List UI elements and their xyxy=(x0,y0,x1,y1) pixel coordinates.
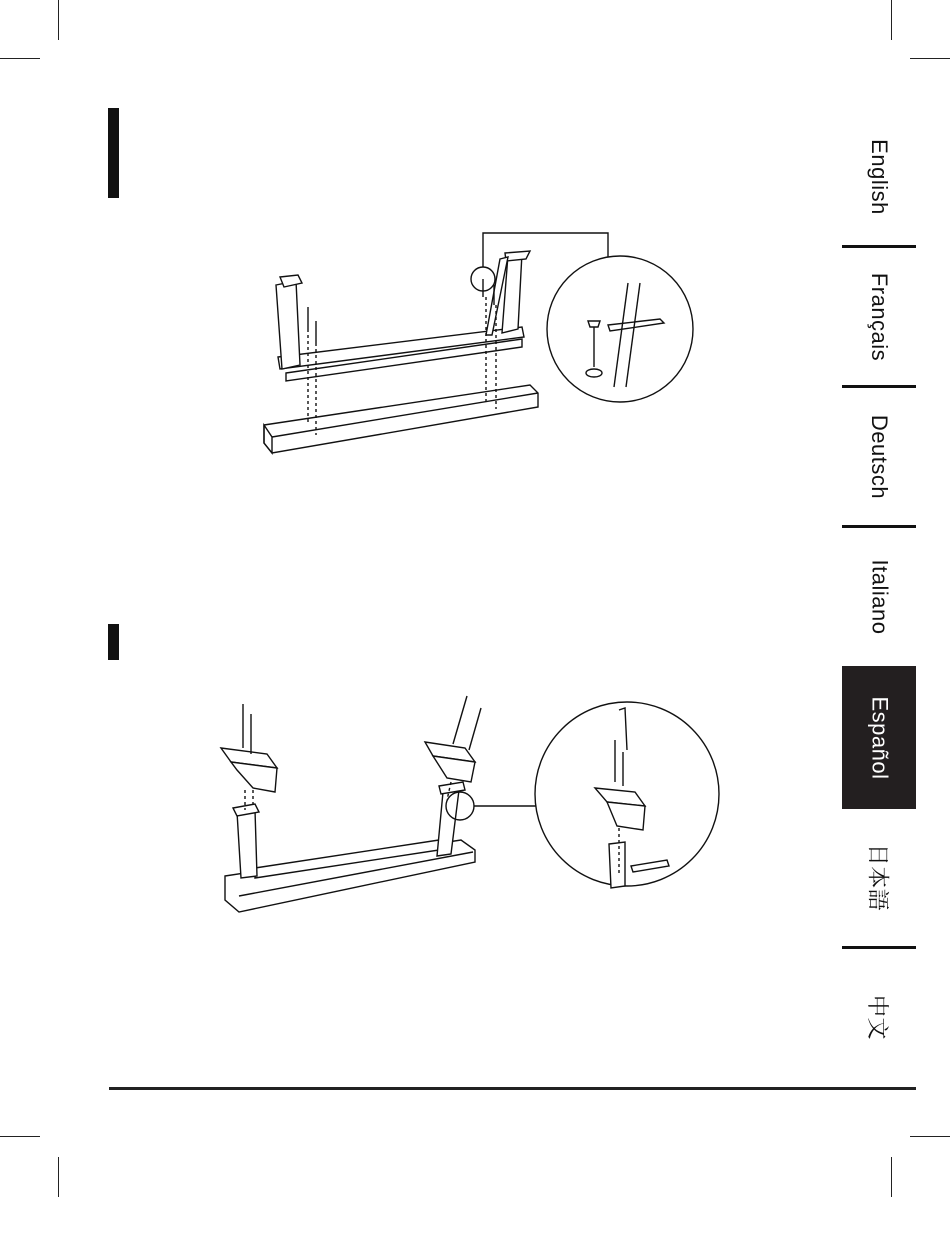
crop-mark xyxy=(891,1157,892,1197)
tab-deutsch[interactable] xyxy=(842,388,916,525)
assembly-illustration-step1 xyxy=(250,225,690,485)
tab-english[interactable] xyxy=(842,108,916,245)
crop-mark xyxy=(0,1136,40,1137)
tab-francais[interactable] xyxy=(842,248,916,385)
tab-label: Español xyxy=(867,695,893,780)
tab-label: English xyxy=(867,138,892,215)
step-marker-1 xyxy=(108,108,119,198)
tab-chinese[interactable] xyxy=(842,949,916,1086)
assembly-illustration-step2 xyxy=(215,690,725,930)
footer-rule xyxy=(109,1087,916,1090)
crop-mark xyxy=(910,58,950,59)
tab-label: Deutsch xyxy=(867,414,892,499)
crop-mark xyxy=(910,1136,950,1137)
crop-mark xyxy=(891,0,892,40)
tab-label: 日本語 xyxy=(865,843,891,912)
tab-japanese[interactable] xyxy=(842,809,916,946)
tab-label: 中文 xyxy=(865,994,891,1041)
tab-label: Français xyxy=(867,272,893,361)
tab-espanol[interactable] xyxy=(842,666,916,809)
crop-mark xyxy=(0,58,40,59)
tab-italiano[interactable] xyxy=(842,528,916,665)
crop-mark xyxy=(58,1157,59,1197)
step-marker-2 xyxy=(108,624,119,660)
crop-mark xyxy=(58,0,59,40)
tab-label: Italiano xyxy=(867,559,893,634)
